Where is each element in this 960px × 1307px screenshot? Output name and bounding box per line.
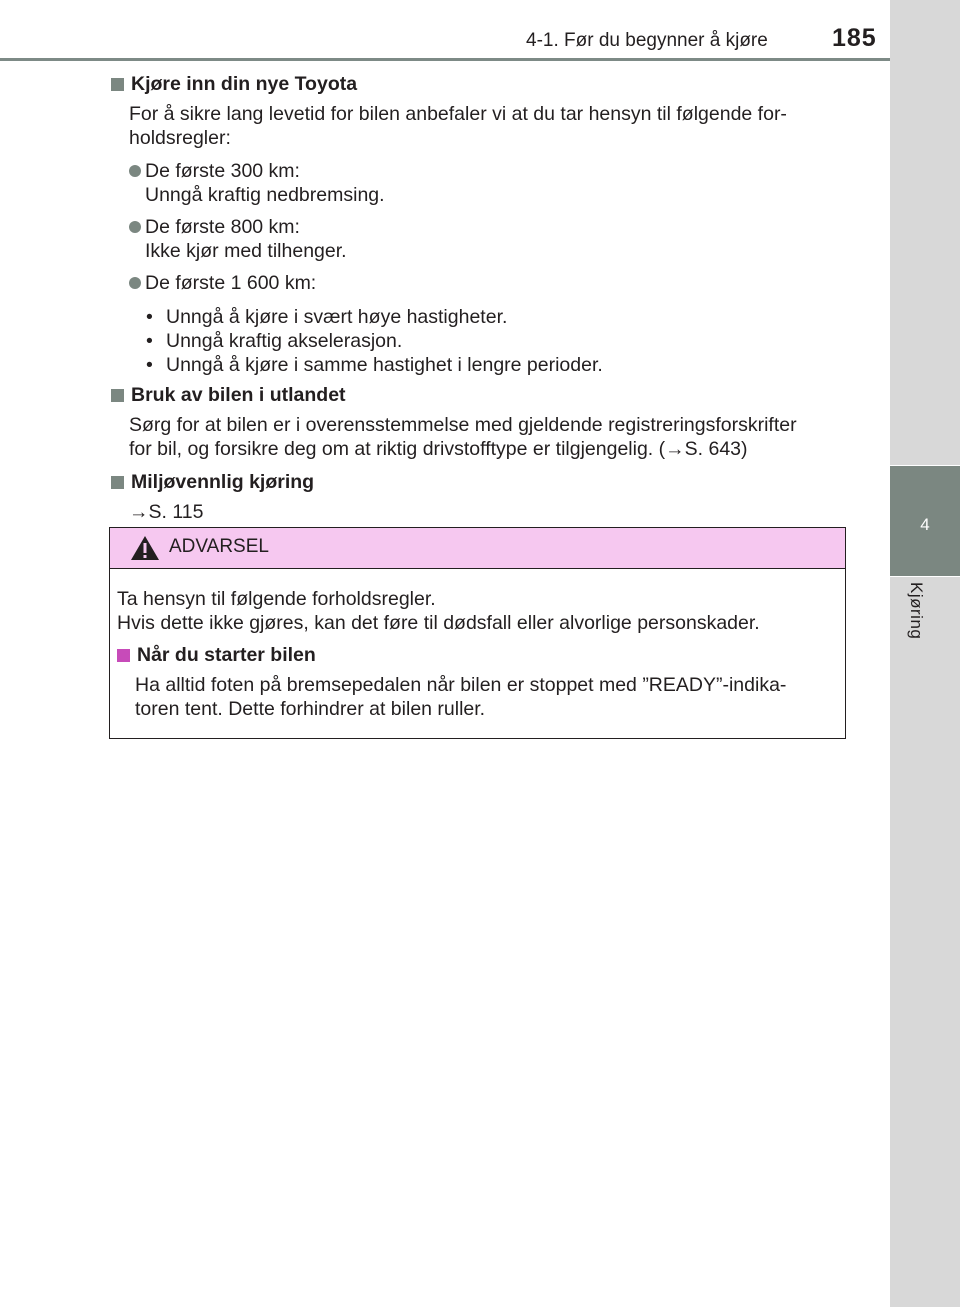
header-divider xyxy=(0,58,960,61)
intro-line: For å sikre lang levetid for bilen anbefaler vi at du tar hensyn til følgende for- xyxy=(129,103,787,125)
list-item-300km xyxy=(129,159,849,207)
item-title: De første 300 km: xyxy=(145,160,300,182)
chapter-label: Kjøring xyxy=(907,582,926,640)
list-item xyxy=(146,305,849,329)
page-number: 185 xyxy=(832,24,877,52)
main-content xyxy=(109,72,849,533)
dot-bullet-icon: • xyxy=(146,354,153,376)
dot-bullet-icon: • xyxy=(146,330,153,352)
bullet-text: Unngå å kjøre i svært høye hastigheter. xyxy=(166,306,508,328)
bullet-text: Unngå å kjøre i samme hastighet i lengre perioder. xyxy=(166,354,603,376)
heading-text: Miljøvennlig kjøring xyxy=(131,471,315,493)
heading-text: Kjøre inn din nye Toyota xyxy=(131,73,358,95)
warning-title: ADVARSEL xyxy=(169,536,269,557)
warning-sub-line: Ha alltid foten på bremsepedalen når bilen er stoppet med ”READY”-indika- xyxy=(135,674,787,696)
square-bullet-icon xyxy=(111,476,124,489)
warning-box xyxy=(109,527,846,739)
warning-header xyxy=(110,528,845,569)
circle-bullet-icon xyxy=(129,221,141,233)
item-text: Ikke kjør med tilhenger. xyxy=(145,240,347,262)
break-in-intro xyxy=(129,102,849,150)
warning-line: Ta hensyn til følgende forholdsregler. xyxy=(117,588,436,610)
square-bullet-icon xyxy=(111,389,124,402)
section-heading-break-in xyxy=(109,72,849,96)
list-item-1600km xyxy=(129,271,849,295)
eco-ref xyxy=(129,500,849,524)
page-reference-link[interactable]: →S. 643 xyxy=(665,438,742,460)
bullet-list-1600km xyxy=(146,305,849,377)
section-title: 4-1. Før du begynner å kjøre xyxy=(526,30,768,51)
side-tab-background-lower xyxy=(890,577,960,1307)
chapter-number: 4 xyxy=(920,515,930,534)
warning-line: Hvis dette ikke gjøres, kan det føre til dødsfall eller alvorlige personskader. xyxy=(117,612,760,634)
dot-bullet-icon: • xyxy=(146,306,153,328)
abroad-line-text: for bil, og forsikre deg om at riktig drivstofftype er tilgjengelig. ( xyxy=(129,438,666,460)
section-heading-eco xyxy=(109,470,849,494)
item-title: De første 1 600 km: xyxy=(145,272,317,294)
warning-subheading xyxy=(117,643,839,667)
bullet-text: Unngå kraftig akselerasjon. xyxy=(166,330,403,352)
square-bullet-icon xyxy=(111,78,124,91)
abroad-line xyxy=(129,437,849,461)
abroad-text xyxy=(129,413,849,461)
page-reference-link[interactable]: →S. 115 xyxy=(129,501,204,523)
item-title: De første 800 km: xyxy=(145,216,300,238)
section-heading-abroad xyxy=(109,383,849,407)
square-bullet-icon xyxy=(117,649,130,662)
list-item xyxy=(146,329,849,353)
side-tab-background-upper xyxy=(890,0,960,465)
abroad-line: Sørg for at bilen er i overensstemmelse med gjeldende registreringsforskrifter xyxy=(129,414,797,436)
warning-sub-line: toren tent. Dette forhindrer at bilen ruller. xyxy=(135,698,486,720)
list-item xyxy=(146,353,849,377)
circle-bullet-icon xyxy=(129,165,141,177)
list-item-800km xyxy=(129,215,849,263)
intro-line: holdsregler: xyxy=(129,127,231,149)
subheading-text: Når du starter bilen xyxy=(137,644,316,666)
paren-close: ) xyxy=(741,438,748,460)
item-text: Unngå kraftig nedbremsing. xyxy=(145,184,385,206)
warning-sub-text xyxy=(135,673,839,721)
warning-body xyxy=(110,569,845,721)
circle-bullet-icon xyxy=(129,277,141,289)
heading-text: Bruk av bilen i utlandet xyxy=(131,384,346,406)
warning-triangle-icon xyxy=(130,535,160,561)
